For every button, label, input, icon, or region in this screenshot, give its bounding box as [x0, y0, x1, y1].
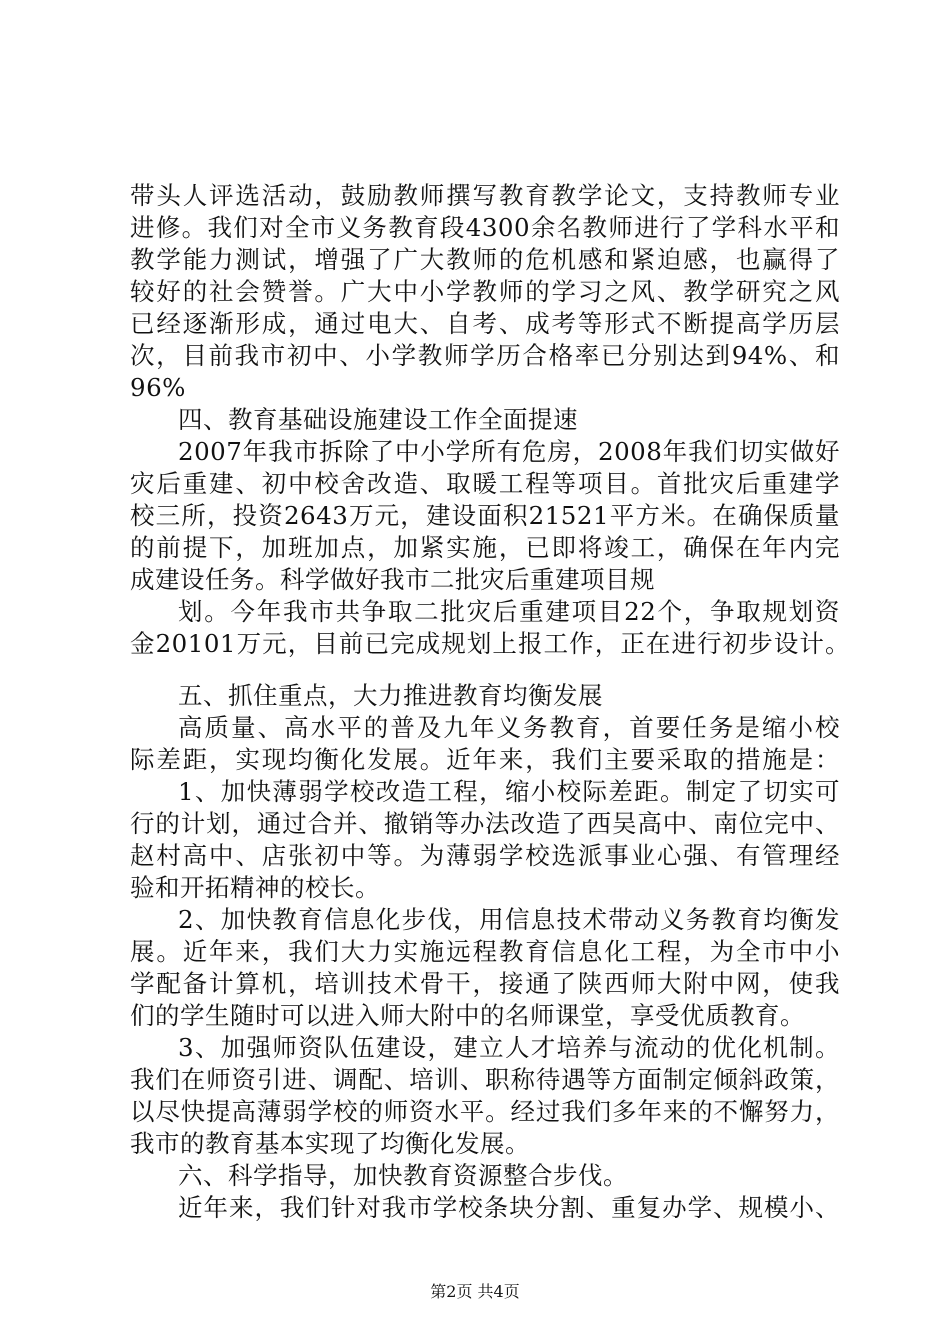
- page-footer: 第2页 共4页: [430, 1282, 520, 1301]
- text-line: 我们在师资引进、调配、培训、职称待遇等方面制定倾斜政策，: [130, 1065, 840, 1094]
- section-heading: 四、教育基础设施建设工作全面提速: [178, 405, 578, 434]
- text-line: 行的计划，通过合并、撤销等办法改造了西吴高中、南位完中、: [130, 809, 840, 838]
- text-line: 96%: [130, 373, 186, 402]
- text-line: 学配备计算机，培训技术骨干，接通了陕西师大附中网，使我: [130, 969, 840, 998]
- text-line: 们的学生随时可以进入师大附中的名师课堂，享受优质教育。: [130, 1001, 805, 1030]
- text-line: 校三所，投资2643万元，建设面积21521平方米。在确保质量: [130, 501, 840, 530]
- section-heading: 六、科学指导，加快教育资源整合步伐。: [178, 1161, 628, 1190]
- text-line: 较好的社会赞誉。广大中小学教师的学习之风、教学研究之风: [130, 277, 840, 306]
- text-line: 灾后重建、初中校舍改造、取暖工程等项目。首批灾后重建学: [130, 469, 840, 498]
- text-line: 成建设任务。科学做好我市二批灾后重建项目规: [130, 565, 655, 594]
- text-line: 我市的教育基本实现了均衡化发展。: [130, 1129, 530, 1158]
- text-line: 际差距，实现均衡化发展。近年来，我们主要采取的措施是：: [130, 745, 840, 774]
- text-line: 教学能力测试，增强了广大教师的危机感和紧迫感，也赢得了: [130, 245, 840, 274]
- text-line: 的前提下，加班加点，加紧实施，已即将竣工，确保在年内完: [130, 533, 840, 562]
- text-line: 2007年我市拆除了中小学所有危房，2008年我们切实做好: [178, 437, 840, 466]
- text-line: 金20101万元，目前已完成规划上报工作，正在进行初步设计。: [130, 629, 850, 658]
- text-line: 以尽快提高薄弱学校的师资水平。经过我们多年来的不懈努力，: [130, 1097, 840, 1126]
- text-line: 2、加快教育信息化步伐，用信息技术带动义务教育均衡发: [178, 905, 840, 934]
- text-line: 划。今年我市共争取二批灾后重建项目22个，争取规划资: [178, 597, 840, 626]
- text-line: 验和开拓精神的校长。: [130, 873, 380, 902]
- text-line: 次，目前我市初中、小学教师学历合格率已分别达到94%、和: [130, 341, 840, 370]
- text-line: 近年来，我们针对我市学校条块分割、重复办学、规模小、: [178, 1193, 840, 1222]
- text-line: 已经逐渐形成，通过电大、自考、成考等形式不断提高学历层: [130, 309, 840, 338]
- section-heading: 五、抓住重点，大力推进教育均衡发展: [178, 681, 603, 710]
- text-line: 赵村高中、店张初中等。为薄弱学校选派事业心强、有管理经: [130, 841, 840, 870]
- text-line: 高质量、高水平的普及九年义务教育，首要任务是缩小校: [178, 713, 840, 742]
- text-line: 1、加快薄弱学校改造工程，缩小校际差距。制定了切实可: [178, 777, 840, 806]
- text-line: 展。近年来，我们大力实施远程教育信息化工程，为全市中小: [130, 937, 840, 966]
- text-line: 3、加强师资队伍建设，建立人才培养与流动的优化机制。: [178, 1033, 840, 1062]
- text-line: 带头人评选活动，鼓励教师撰写教育教学论文，支持教师专业: [130, 181, 840, 210]
- text-line: 进修。我们对全市义务教育段4300余名教师进行了学科水平和: [130, 213, 840, 242]
